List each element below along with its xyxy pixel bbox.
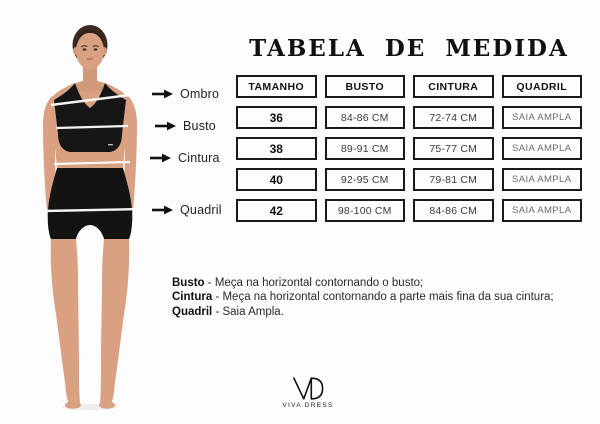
measure-label-busto: Busto (183, 119, 216, 133)
right-arrow-icon (151, 205, 173, 215)
table-cell: 89-91 CM (325, 137, 406, 160)
right-arrow-icon (154, 121, 176, 131)
measure-label-quadril: Quadril (180, 203, 222, 217)
measure-pointer-cintura (149, 150, 220, 166)
table-cell: 72-74 CM (413, 106, 494, 129)
table-cell: SAIA AMPLA (502, 106, 583, 129)
size-table (236, 75, 582, 222)
measure-pointer-busto (154, 118, 216, 134)
table-header-busto: BUSTO (325, 75, 406, 98)
brand-name: VIVA DRESS (282, 402, 334, 409)
brand-logo (267, 376, 349, 409)
measure-label-cintura: Cintura (178, 151, 220, 165)
note-busto: Busto - Meça na horizontal contornando o busto; (172, 277, 424, 289)
table-cell: 79-81 CM (413, 168, 494, 191)
table-cell: 92-95 CM (325, 168, 406, 191)
note-quadril: Quadril - Saia Ampla. (172, 305, 284, 318)
table-cell: 84-86 CM (413, 199, 494, 222)
model-photo (30, 24, 150, 412)
right-arrow-icon (151, 89, 173, 99)
table-header-quadril: QUADRIL (502, 75, 583, 98)
table-cell: SAIA AMPLA (502, 199, 583, 222)
right-arrow-icon (149, 153, 171, 163)
measure-pointer-ombro (151, 86, 219, 102)
measure-pointer-quadril (151, 202, 222, 218)
measuring-notes (172, 276, 596, 319)
table-cell: 36 (236, 106, 317, 129)
note-cintura: Cintura - Meça na horizontal contornando a parte mais fina da sua cintura; (172, 291, 554, 304)
table-header-tamanho: TAMANHO (236, 75, 317, 98)
table-cell: 84-86 CM (325, 106, 406, 129)
table-cell: SAIA AMPLA (502, 168, 583, 191)
table-cell: 38 (236, 137, 317, 160)
table-cell: SAIA AMPLA (502, 137, 583, 160)
table-header-cintura: CINTURA (413, 75, 494, 98)
measure-label-ombro: Ombro (180, 87, 220, 101)
table-cell: 98-100 CM (325, 199, 406, 222)
vd-monogram-icon (292, 376, 324, 401)
page-title: TABELA DE MEDIDA (249, 35, 569, 62)
table-cell: 42 (236, 199, 317, 222)
table-cell: 40 (236, 168, 317, 191)
table-cell: 75-77 CM (413, 137, 494, 160)
